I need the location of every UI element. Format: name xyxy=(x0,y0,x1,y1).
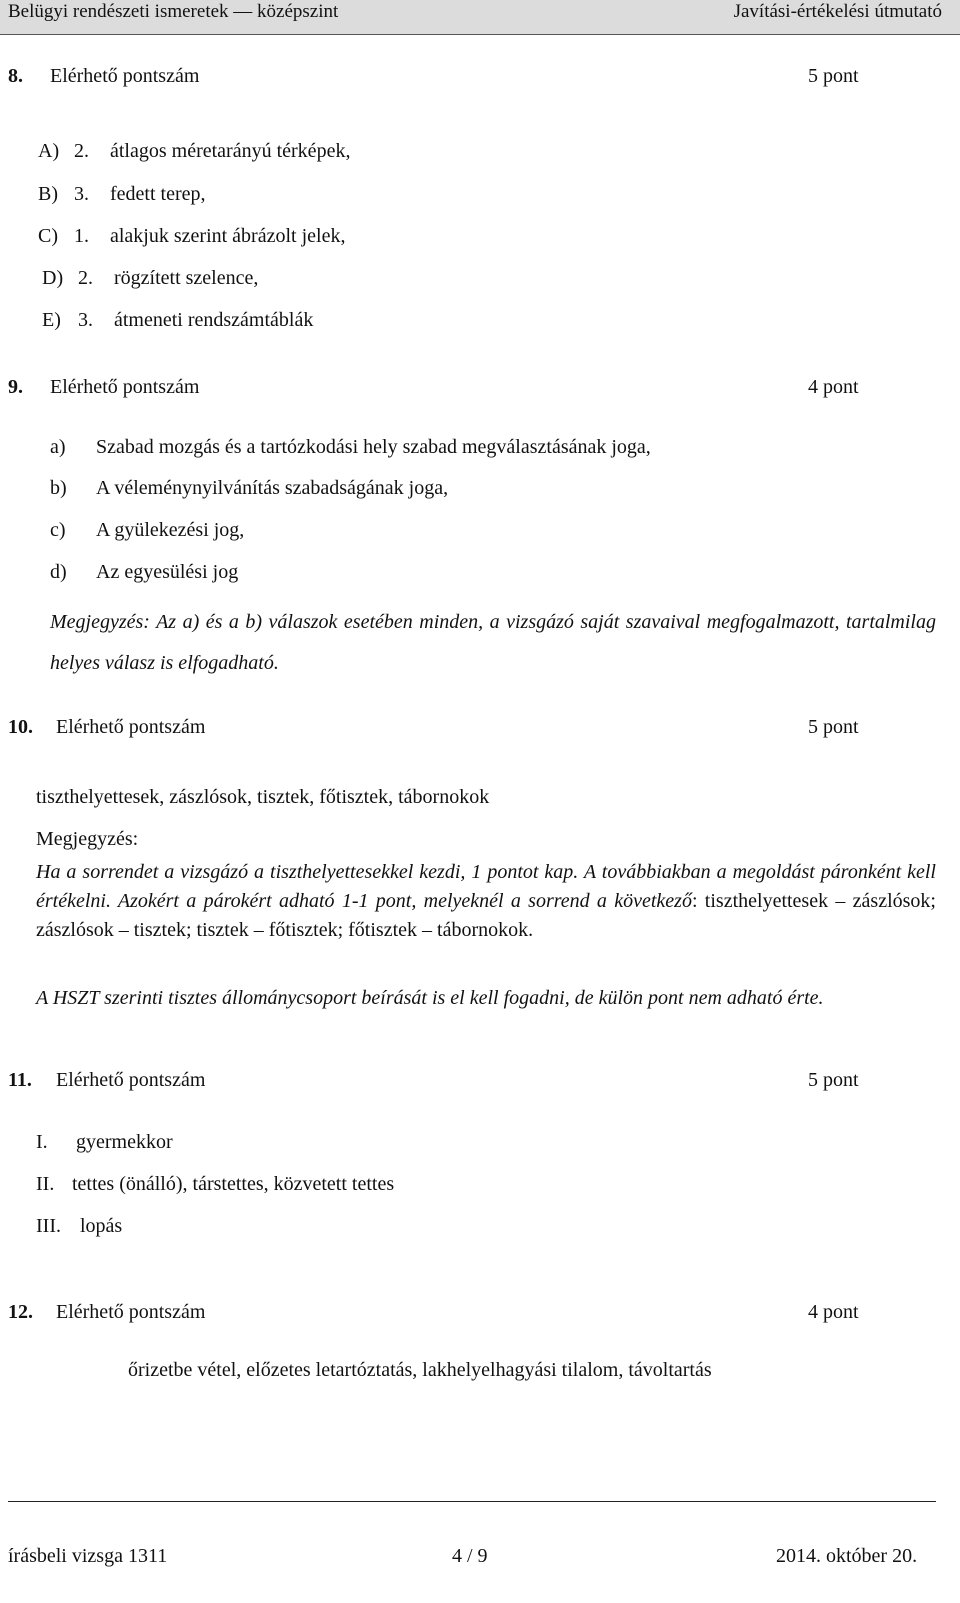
q11-item-text: tettes (önálló), társtettes, közvetett tettes xyxy=(72,1173,395,1195)
q8-item-num: 3. xyxy=(74,183,89,205)
q10-title: Elérhető pontszám xyxy=(56,716,206,738)
q9-item-label: b) xyxy=(50,477,67,499)
q9-item-text: A gyülekezési jog, xyxy=(96,519,245,541)
q8-item-label: B) xyxy=(38,183,58,205)
q8-item-label: A) xyxy=(38,140,60,162)
q12-title: Elérhető pontszám xyxy=(56,1301,206,1323)
q11-item-label: II. xyxy=(36,1173,55,1195)
header-subtitle: Javítási-értékelési útmutató xyxy=(733,1,942,22)
q9-item-label: a) xyxy=(50,436,66,458)
q12-points: 4 pont xyxy=(808,1301,859,1323)
q8-item-label: C) xyxy=(38,225,58,247)
q10-number: 10. xyxy=(8,716,33,738)
q12-answer: őrizetbe vétel, előzetes letartóztatás, lakhelyelhagyási tilalom, távoltartás xyxy=(128,1359,712,1381)
q11-number: 11. xyxy=(8,1069,32,1091)
q9-item-text: Az egyesülési jog xyxy=(96,561,239,583)
q8-title: Elérhető pontszám xyxy=(50,65,200,87)
q8-item-text: átlagos méretarányú térképek, xyxy=(110,140,351,162)
q9-item-text: Szabad mozgás és a tartózkodási hely szabad megválasztásának joga, xyxy=(96,436,651,458)
q8-item-num: 3. xyxy=(78,309,93,331)
q8-item-text: fedett terep, xyxy=(110,183,206,205)
q10-points: 5 pont xyxy=(808,716,859,738)
q10-note-label: Megjegyzés: xyxy=(36,828,139,850)
q8-item-text: rögzített szelence, xyxy=(114,267,259,289)
header-title: Belügyi rendészeti ismeretek — középszint xyxy=(8,1,339,22)
q8-item-text: alakjuk szerint ábrázolt jelek, xyxy=(110,225,346,247)
q11-item-label: III. xyxy=(36,1215,61,1237)
q11-item-text: gyermekkor xyxy=(76,1131,173,1153)
q10-note-text-continued: : tiszthelyettesek – zászlósok; zászlósok – tisztek; tisztek – főtisztek; főtisztek – tábornokok. xyxy=(36,890,936,941)
footer-date: 2014. október 20. xyxy=(776,1545,918,1567)
q8-item-label: D) xyxy=(42,267,64,289)
footer-divider xyxy=(8,1501,936,1502)
q11-points: 5 pont xyxy=(808,1069,859,1091)
q8-number: 8. xyxy=(8,65,23,87)
q9-item-text: A véleménynyilvánítás szabadságának joga, xyxy=(96,477,449,499)
q10-note-text: Ha a sorrendet a vizsgázó a tiszthelyettesekkel kezdi, 1 pontot kap. A továbbiakban a megoldást páronként kell értékelni. Azokért a párokért adható 1-1 pont, melyeknél a sorrend a következő xyxy=(36,861,936,912)
q10-note-paragraph xyxy=(36,858,936,945)
q12-number: 12. xyxy=(8,1301,33,1323)
q9-note: Megjegyzés: Az a) és a b) válaszok esetében minden, a vizsgázó saját szavaival megfogalmazott, tartalmilag helyes válasz is elfogadható. xyxy=(50,611,936,674)
q8-item-label: E) xyxy=(42,309,61,331)
q8-item-num: 2. xyxy=(74,140,89,162)
footer-exam-code: írásbeli vizsga 1311 xyxy=(8,1545,168,1567)
q10-answer: tiszthelyettesek, zászlósok, tisztek, főtisztek, tábornokok xyxy=(36,786,490,808)
q9-number: 9. xyxy=(8,376,23,398)
q9-item-label: d) xyxy=(50,561,67,583)
q8-item-num: 1. xyxy=(74,225,89,247)
header-divider xyxy=(0,34,960,35)
q9-points: 4 pont xyxy=(808,376,859,398)
q11-item-text: lopás xyxy=(80,1215,123,1237)
q11-item-label: I. xyxy=(36,1131,48,1153)
q11-title: Elérhető pontszám xyxy=(56,1069,206,1091)
q8-points: 5 pont xyxy=(808,65,859,87)
footer-page-number: 4 / 9 xyxy=(452,1545,488,1567)
q9-item-label: c) xyxy=(50,519,66,541)
q8-item-num: 2. xyxy=(78,267,93,289)
q8-item-text: átmeneti rendszámtáblák xyxy=(114,309,314,331)
q10-note-paragraph-2: A HSZT szerinti tisztes állománycsoport beírását is el kell fogadni, de külön pont nem adható érte. xyxy=(36,987,824,1009)
q9-title: Elérhető pontszám xyxy=(50,376,200,398)
